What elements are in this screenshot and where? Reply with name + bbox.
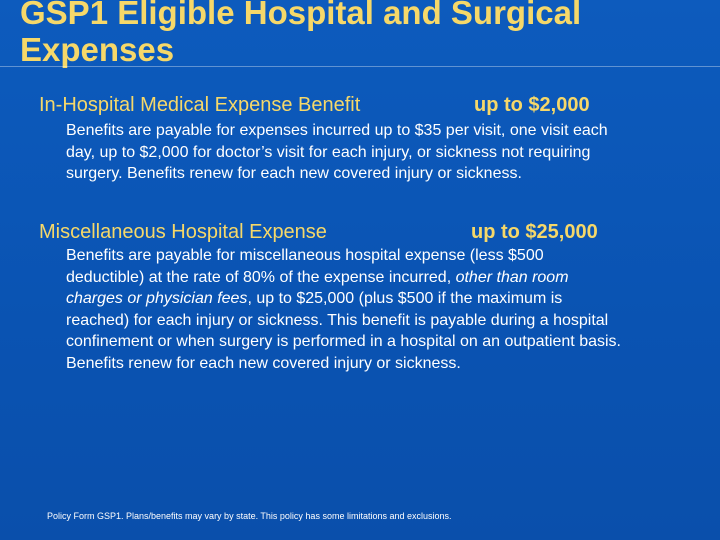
in-hospital-benefit-description: Benefits are payable for expenses incurred up to $35 per visit, one visit each day, up to $2,000 for doctor’s visit for each injury, or sickness not requiring surgery. Benefits renew for each new covered injury or sickness. bbox=[66, 122, 608, 182]
misc-hospital-expense-amount: up to $25,000 bbox=[471, 221, 598, 243]
slide-title: GSP1 Eligible Hospital and Surgical Expenses bbox=[20, 0, 582, 68]
misc-description-exclusion: other than room charges or physician fees bbox=[66, 268, 569, 307]
title-divider bbox=[0, 66, 720, 67]
in-hospital-benefit-amount: up to $2,000 bbox=[474, 94, 590, 116]
policy-footnote: Policy Form GSP1. Plans/benefits may vary by state. This policy has some limitations and exclusions. bbox=[47, 511, 452, 521]
misc-hospital-expense-description bbox=[66, 245, 626, 374]
in-hospital-benefit-label: In-Hospital Medical Expense Benefit bbox=[39, 94, 361, 116]
misc-hospital-expense-label: Miscellaneous Hospital Expense bbox=[39, 221, 327, 243]
misc-description-part-1: Benefits are payable for miscellaneous hospital expense (less $500 deductible) at the rate of 80% of the expense incurred, bbox=[66, 247, 544, 286]
misc-description-part-2: , up to $25,000 (plus $500 if the maximum is reached) for each injury or sickness. This benefit is payable during a hospital confinement or when surgery is performed in a hospital on an outpatient basis. Benefits renew for each new covered injury or sickness. bbox=[66, 290, 621, 372]
